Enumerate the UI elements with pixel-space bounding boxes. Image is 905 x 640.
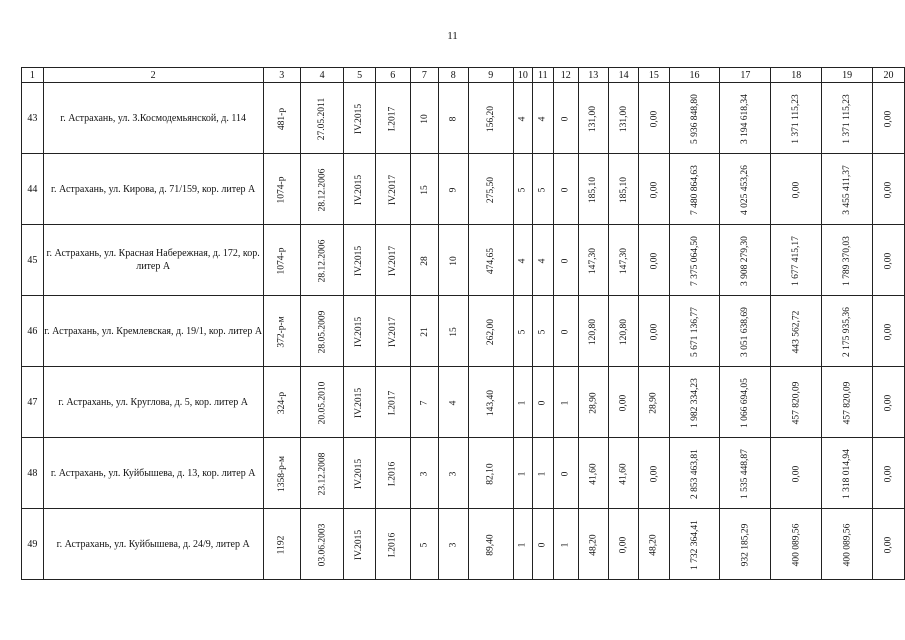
- households-count-cell: [438, 438, 468, 509]
- relocation-end-cell: [375, 296, 410, 367]
- cost-extra-cell: [873, 509, 905, 580]
- order-number-cell: [263, 296, 300, 367]
- cost-extra-value: 0,00: [883, 394, 894, 411]
- relocation-start-value: IV.2015: [354, 529, 365, 560]
- area-total-cell: [468, 509, 513, 580]
- cost-local-cell: [822, 83, 873, 154]
- column-number: 10: [513, 68, 532, 83]
- area-total-cell: [468, 225, 513, 296]
- area-relocated-cell: [578, 509, 608, 580]
- relocation-start-cell: [344, 225, 375, 296]
- order-date-cell: [300, 509, 344, 580]
- rooms-municipal-value: 0: [537, 542, 548, 547]
- relocation-start-cell: [344, 367, 375, 438]
- cost-local-value: 1 318 014,94: [842, 448, 853, 499]
- cost-extra-value: 0,00: [883, 536, 894, 553]
- header-row: [22, 68, 905, 83]
- area-total-value: 156,20: [485, 105, 496, 132]
- column-number: 3: [263, 68, 300, 83]
- cost-fund-cell: [720, 225, 771, 296]
- cost-region-cell: [771, 225, 822, 296]
- area-relocated-value: 48,20: [588, 533, 599, 556]
- order-number-value: 372-р-м: [276, 315, 287, 348]
- relocation-start-value: IV.2015: [354, 245, 365, 276]
- column-number: 14: [608, 68, 638, 83]
- households-count-cell: [438, 509, 468, 580]
- order-number-cell: [263, 154, 300, 225]
- cost-total-cell: [669, 296, 720, 367]
- cost-fund-value: 3 194 618,34: [740, 93, 751, 144]
- rooms-private-cell: [553, 225, 578, 296]
- households-count-value: 8: [448, 116, 459, 121]
- relocation-end-value: I.2016: [387, 461, 398, 486]
- row-number-cell: 48: [22, 438, 44, 509]
- column-number: 8: [438, 68, 468, 83]
- rooms-municipal-value: 0: [537, 400, 548, 405]
- cost-region-value: 400 089,56: [791, 523, 802, 566]
- households-count-cell: [438, 225, 468, 296]
- area-total-cell: [468, 438, 513, 509]
- area-relocated-cell: [578, 225, 608, 296]
- residents-count-cell: [410, 438, 438, 509]
- cost-region-value: 1 371 115,23: [791, 93, 802, 144]
- cost-total-cell: [669, 367, 720, 438]
- area-private-value: 0,00: [648, 465, 659, 482]
- rooms-total-value: 4: [517, 116, 528, 121]
- address-cell: г. Астрахань, ул. З.Космодемьянской, д. 114: [43, 83, 263, 154]
- relocation-start-value: IV.2015: [354, 387, 365, 418]
- relocation-end-value: IV.2017: [387, 245, 398, 276]
- cost-total-cell: [669, 509, 720, 580]
- relocation-start-cell: [344, 296, 375, 367]
- rooms-total-cell: [513, 438, 532, 509]
- area-total-value: 275,50: [485, 176, 496, 203]
- residents-count-cell: [410, 225, 438, 296]
- households-count-value: 10: [448, 255, 459, 266]
- residents-count-value: 3: [419, 471, 430, 476]
- area-municipal-value: 41,60: [618, 462, 629, 485]
- cost-local-value: 400 089,56: [842, 523, 853, 566]
- rooms-total-value: 1: [517, 542, 528, 547]
- relocation-start-value: IV.2015: [354, 458, 365, 489]
- area-private-value: 0,00: [648, 181, 659, 198]
- area-private-value: 28,90: [648, 391, 659, 414]
- order-number-value: 324-р: [276, 391, 287, 414]
- rooms-private-value: 0: [560, 258, 571, 263]
- cost-total-value: 7 480 864,63: [689, 164, 700, 215]
- relocation-end-value: I.2016: [387, 532, 398, 557]
- area-municipal-cell: [608, 367, 638, 438]
- cost-region-value: 0,00: [791, 181, 802, 198]
- cost-fund-value: 1 535 448,87: [740, 448, 751, 499]
- area-relocated-cell: [578, 296, 608, 367]
- rooms-private-cell: [553, 296, 578, 367]
- table-row: [22, 225, 905, 296]
- table-row: [22, 438, 905, 509]
- relocation-end-value: IV.2017: [387, 316, 398, 347]
- area-private-value: 0,00: [648, 252, 659, 269]
- relocation-start-value: IV.2015: [354, 174, 365, 205]
- table-row: [22, 367, 905, 438]
- order-date-cell: [300, 438, 344, 509]
- area-municipal-value: 147,30: [618, 247, 629, 274]
- order-number-value: 1074-р: [276, 247, 287, 274]
- area-private-cell: [639, 296, 669, 367]
- cost-region-value: 457 820,09: [791, 381, 802, 424]
- area-private-cell: [639, 367, 669, 438]
- rooms-total-cell: [513, 225, 532, 296]
- rooms-private-cell: [553, 83, 578, 154]
- area-relocated-cell: [578, 438, 608, 509]
- column-number: 15: [639, 68, 669, 83]
- rooms-total-cell: [513, 154, 532, 225]
- order-date-value: 03.06.2003: [317, 523, 328, 566]
- rooms-municipal-value: 4: [537, 116, 548, 121]
- column-number: 6: [375, 68, 410, 83]
- order-number-cell: [263, 225, 300, 296]
- area-total-value: 143,40: [485, 389, 496, 416]
- residents-count-value: 7: [419, 400, 430, 405]
- row-number-cell: 45: [22, 225, 44, 296]
- order-date-cell: [300, 83, 344, 154]
- area-relocated-cell: [578, 367, 608, 438]
- area-total-cell: [468, 154, 513, 225]
- rooms-private-value: 0: [560, 116, 571, 121]
- rooms-municipal-value: 5: [537, 187, 548, 192]
- column-number: 11: [532, 68, 553, 83]
- table-row: [22, 509, 905, 580]
- area-total-value: 89,40: [485, 533, 496, 556]
- cost-extra-value: 0,00: [883, 181, 894, 198]
- cost-local-cell: [822, 225, 873, 296]
- relocation-start-value: IV.2015: [354, 316, 365, 347]
- households-count-value: 15: [448, 326, 459, 337]
- rooms-total-cell: [513, 83, 532, 154]
- households-count-cell: [438, 154, 468, 225]
- order-date-cell: [300, 154, 344, 225]
- area-total-value: 262,00: [485, 318, 496, 345]
- rooms-municipal-cell: [532, 83, 553, 154]
- area-private-cell: [639, 509, 669, 580]
- column-number: 17: [720, 68, 771, 83]
- rooms-private-cell: [553, 367, 578, 438]
- cost-region-cell: [771, 83, 822, 154]
- rooms-private-cell: [553, 438, 578, 509]
- column-number: 20: [873, 68, 905, 83]
- cost-region-cell: [771, 367, 822, 438]
- table-row: [22, 83, 905, 154]
- households-count-cell: [438, 296, 468, 367]
- area-municipal-cell: [608, 83, 638, 154]
- area-municipal-value: 120,80: [618, 318, 629, 345]
- rooms-private-value: 0: [560, 471, 571, 476]
- relocation-end-value: IV.2017: [387, 174, 398, 205]
- row-number-cell: 49: [22, 509, 44, 580]
- cost-fund-cell: [720, 509, 771, 580]
- order-date-cell: [300, 296, 344, 367]
- area-municipal-cell: [608, 296, 638, 367]
- cost-local-value: 3 455 411,37: [842, 164, 853, 215]
- cost-region-value: 0,00: [791, 465, 802, 482]
- area-total-value: 82,10: [485, 462, 496, 485]
- residents-count-value: 21: [419, 326, 430, 337]
- cost-fund-value: 3 908 279,30: [740, 235, 751, 286]
- area-private-cell: [639, 225, 669, 296]
- area-private-cell: [639, 438, 669, 509]
- order-date-value: 20.05.2010: [317, 381, 328, 424]
- order-date-value: 23.12.2008: [317, 452, 328, 495]
- cost-local-cell: [822, 509, 873, 580]
- cost-local-value: 457 820,09: [842, 381, 853, 424]
- relocation-end-cell: [375, 438, 410, 509]
- cost-extra-value: 0,00: [883, 323, 894, 340]
- rooms-total-value: 1: [517, 400, 528, 405]
- residents-count-value: 28: [419, 255, 430, 266]
- rooms-municipal-cell: [532, 296, 553, 367]
- relocation-end-cell: [375, 509, 410, 580]
- order-date-value: 28.05.2009: [317, 310, 328, 353]
- table-row: [22, 154, 905, 225]
- order-number-value: 1074-р: [276, 176, 287, 203]
- cost-total-cell: [669, 154, 720, 225]
- rooms-total-value: 5: [517, 329, 528, 334]
- rooms-total-cell: [513, 367, 532, 438]
- households-count-cell: [438, 367, 468, 438]
- row-number-cell: 47: [22, 367, 44, 438]
- area-private-cell: [639, 83, 669, 154]
- column-number: 13: [578, 68, 608, 83]
- cost-total-value: 1 732 364,41: [689, 519, 700, 570]
- cost-total-value: 5 936 848,80: [689, 93, 700, 144]
- cost-local-cell: [822, 296, 873, 367]
- column-number: 2: [43, 68, 263, 83]
- cost-extra-value: 0,00: [883, 465, 894, 482]
- cost-extra-cell: [873, 83, 905, 154]
- cost-extra-cell: [873, 225, 905, 296]
- cost-total-value: 5 671 136,77: [689, 306, 700, 357]
- rooms-private-cell: [553, 154, 578, 225]
- area-municipal-value: 131,00: [618, 105, 629, 132]
- residents-count-value: 15: [419, 184, 430, 195]
- area-total-cell: [468, 83, 513, 154]
- cost-fund-value: 1 066 694,05: [740, 377, 751, 428]
- rooms-private-value: 1: [560, 400, 571, 405]
- relocation-start-cell: [344, 154, 375, 225]
- column-number: 5: [344, 68, 375, 83]
- rooms-total-cell: [513, 509, 532, 580]
- households-count-value: 4: [448, 400, 459, 405]
- residents-count-cell: [410, 83, 438, 154]
- order-date-cell: [300, 367, 344, 438]
- area-private-cell: [639, 154, 669, 225]
- relocation-start-cell: [344, 438, 375, 509]
- area-municipal-cell: [608, 154, 638, 225]
- area-municipal-cell: [608, 509, 638, 580]
- column-number: 16: [669, 68, 720, 83]
- area-total-cell: [468, 296, 513, 367]
- order-number-value: 481-р: [276, 107, 287, 130]
- order-number-value: 1358-р-м: [276, 455, 287, 492]
- rooms-total-value: 4: [517, 258, 528, 263]
- column-number: 9: [468, 68, 513, 83]
- residents-count-cell: [410, 509, 438, 580]
- cost-total-value: 1 982 334,23: [689, 377, 700, 428]
- rooms-municipal-value: 5: [537, 329, 548, 334]
- cost-fund-cell: [720, 438, 771, 509]
- cost-fund-cell: [720, 83, 771, 154]
- area-relocated-value: 131,00: [588, 105, 599, 132]
- relocation-end-value: I.2017: [387, 390, 398, 415]
- relocation-end-value: I.2017: [387, 106, 398, 131]
- relocation-end-cell: [375, 367, 410, 438]
- cost-local-cell: [822, 438, 873, 509]
- rooms-municipal-cell: [532, 367, 553, 438]
- residents-count-cell: [410, 154, 438, 225]
- rooms-private-value: 0: [560, 329, 571, 334]
- cost-total-cell: [669, 225, 720, 296]
- table-row: [22, 296, 905, 367]
- households-count-cell: [438, 83, 468, 154]
- area-relocated-value: 120,80: [588, 318, 599, 345]
- area-relocated-value: 41,60: [588, 462, 599, 485]
- cost-extra-cell: [873, 154, 905, 225]
- relocation-start-cell: [344, 83, 375, 154]
- column-number: 12: [553, 68, 578, 83]
- area-relocated-cell: [578, 83, 608, 154]
- cost-region-cell: [771, 154, 822, 225]
- area-municipal-cell: [608, 438, 638, 509]
- rooms-municipal-value: 4: [537, 258, 548, 263]
- cost-region-cell: [771, 438, 822, 509]
- cost-local-value: 1 789 370,03: [842, 235, 853, 286]
- rooms-total-cell: [513, 296, 532, 367]
- rooms-private-value: 1: [560, 542, 571, 547]
- order-date-value: 28.12.2006: [317, 239, 328, 282]
- cost-total-cell: [669, 83, 720, 154]
- cost-fund-value: 3 051 638,69: [740, 306, 751, 357]
- address-cell: г. Астрахань, ул. Красная Набережная, д. 172, кор. литер А: [43, 225, 263, 296]
- row-number-cell: 43: [22, 83, 44, 154]
- residents-count-cell: [410, 296, 438, 367]
- cost-fund-value: 4 025 453,26: [740, 164, 751, 215]
- cost-extra-value: 0,00: [883, 252, 894, 269]
- residents-count-cell: [410, 367, 438, 438]
- residents-count-value: 5: [419, 542, 430, 547]
- cost-local-value: 1 371 115,23: [842, 93, 853, 144]
- address-cell: г. Астрахань, ул. Куйбышева, д. 13, кор. литер А: [43, 438, 263, 509]
- cost-total-cell: [669, 438, 720, 509]
- area-relocated-value: 185,10: [588, 176, 599, 203]
- residents-count-value: 10: [419, 113, 430, 124]
- rooms-total-value: 1: [517, 471, 528, 476]
- rooms-municipal-cell: [532, 225, 553, 296]
- cost-region-cell: [771, 296, 822, 367]
- households-count-value: 3: [448, 542, 459, 547]
- cost-fund-value: 932 185,29: [740, 523, 751, 566]
- register-table: [21, 67, 905, 580]
- rooms-municipal-value: 1: [537, 471, 548, 476]
- column-number: 1: [22, 68, 44, 83]
- order-number-cell: [263, 83, 300, 154]
- column-number: 7: [410, 68, 438, 83]
- cost-region-value: 443 562,72: [791, 310, 802, 353]
- cost-extra-cell: [873, 296, 905, 367]
- address-cell: г. Астрахань, ул. Куйбышева, д. 24/9, литер А: [43, 509, 263, 580]
- rooms-private-value: 0: [560, 187, 571, 192]
- rooms-municipal-cell: [532, 509, 553, 580]
- area-relocated-value: 147,30: [588, 247, 599, 274]
- area-municipal-value: 0,00: [618, 536, 629, 553]
- order-date-value: 28.12.2006: [317, 168, 328, 211]
- cost-region-value: 1 677 415,17: [791, 235, 802, 286]
- relocation-end-cell: [375, 154, 410, 225]
- cost-fund-cell: [720, 367, 771, 438]
- page-number: 11: [447, 30, 458, 42]
- area-total-cell: [468, 367, 513, 438]
- relocation-start-cell: [344, 509, 375, 580]
- rooms-private-cell: [553, 509, 578, 580]
- row-number-cell: 46: [22, 296, 44, 367]
- order-date-value: 27.05.2011: [317, 97, 328, 140]
- relocation-end-cell: [375, 225, 410, 296]
- order-number-cell: [263, 438, 300, 509]
- cost-total-value: 7 375 064,50: [689, 235, 700, 286]
- cost-fund-cell: [720, 296, 771, 367]
- cost-total-value: 2 853 463,81: [689, 448, 700, 499]
- column-number: 4: [300, 68, 344, 83]
- order-number-cell: [263, 509, 300, 580]
- cost-fund-cell: [720, 154, 771, 225]
- address-cell: г. Астрахань, ул. Кремлевская, д. 19/1, кор. литер А: [43, 296, 263, 367]
- cost-extra-cell: [873, 438, 905, 509]
- relocation-end-cell: [375, 83, 410, 154]
- order-number-cell: [263, 367, 300, 438]
- relocation-start-value: IV.2015: [354, 103, 365, 134]
- rooms-municipal-cell: [532, 154, 553, 225]
- area-private-value: 0,00: [648, 110, 659, 127]
- row-number-cell: 44: [22, 154, 44, 225]
- area-relocated-cell: [578, 154, 608, 225]
- cost-extra-value: 0,00: [883, 110, 894, 127]
- cost-local-cell: [822, 367, 873, 438]
- cost-local-cell: [822, 154, 873, 225]
- households-count-value: 3: [448, 471, 459, 476]
- cost-extra-cell: [873, 367, 905, 438]
- area-relocated-value: 28,90: [588, 391, 599, 414]
- cost-region-cell: [771, 509, 822, 580]
- rooms-total-value: 5: [517, 187, 528, 192]
- address-cell: г. Астрахань, ул. Кирова, д. 71/159, кор. литер А: [43, 154, 263, 225]
- area-municipal-value: 185,10: [618, 176, 629, 203]
- order-number-value: 1192: [276, 535, 287, 554]
- area-private-value: 48,20: [648, 533, 659, 556]
- area-municipal-value: 0,00: [618, 394, 629, 411]
- cost-local-value: 2 175 935,36: [842, 306, 853, 357]
- area-total-value: 474,65: [485, 247, 496, 274]
- column-number: 18: [771, 68, 822, 83]
- households-count-value: 9: [448, 187, 459, 192]
- area-municipal-cell: [608, 225, 638, 296]
- address-cell: г. Астрахань, ул. Круглова, д. 5, кор. литер А: [43, 367, 263, 438]
- column-number: 19: [822, 68, 873, 83]
- rooms-municipal-cell: [532, 438, 553, 509]
- area-private-value: 0,00: [648, 323, 659, 340]
- order-date-cell: [300, 225, 344, 296]
